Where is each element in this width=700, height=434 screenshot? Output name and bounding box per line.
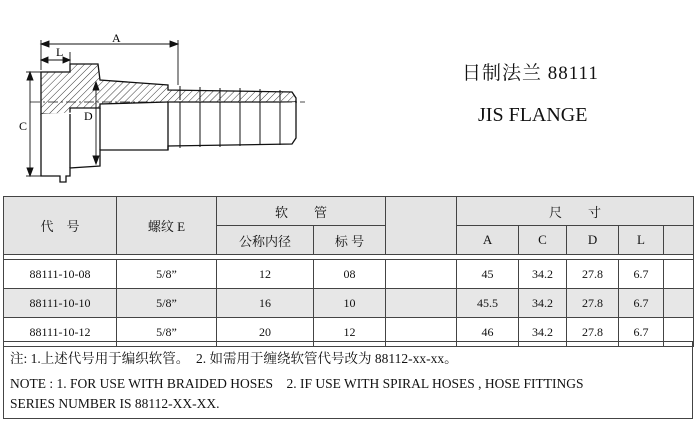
row-thread: 5/8” [117,318,217,347]
header-code: 代 号 [4,197,117,255]
row-blank [386,289,457,318]
header-dim-d: D [567,226,619,255]
row-thread: 5/8” [117,260,217,289]
row-code: 88111-10-08 [4,260,117,289]
row-mark: 08 [314,260,386,289]
table-row [4,260,694,289]
header-dim-c: C [519,226,567,255]
dim-c [26,72,41,176]
row-mark: 12 [314,318,386,347]
row-l: 6.7 [619,260,664,289]
row-mark: 10 [314,289,386,318]
row-blank [386,260,457,289]
row-nominal: 16 [217,289,314,318]
row-l: 6.7 [619,318,664,347]
row-a: 45.5 [457,289,519,318]
row-c: 34.2 [519,289,567,318]
header-hose-mark: 标 号 [314,226,386,255]
header-dim-extra [664,226,694,255]
row-c: 34.2 [519,260,567,289]
row-code: 88111-10-12 [4,318,117,347]
note-english-1: NOTE : 1. FOR USE WITH BRAIDED HOSES 2. IF USE WITH SPIRAL HOSES , HOSE FITTINGS [10,376,584,391]
header-hose: 软 管 [217,197,386,226]
note-chinese: 注: 1.上述代号用于编织软管。 2. 如需用于缠绕软管代号改为 88112-xx-xx。 [10,351,458,366]
table-row [4,289,694,318]
row-code: 88111-10-10 [4,289,117,318]
dim-l-label: L [56,45,64,59]
dim-d-label: D [84,109,93,123]
title-chinese: 日制法兰 88111 [462,63,599,84]
row-a: 45 [457,260,519,289]
row-a: 46 [457,318,519,347]
row-c: 34.2 [519,318,567,347]
row-nominal: 12 [217,260,314,289]
header-hose-nominal: 公称内径 [217,226,314,255]
header-blank [386,197,457,255]
header-thread: 螺纹 E [117,197,217,255]
title-english: JIS FLANGE [478,104,588,126]
note-english-2: SERIES NUMBER IS 88112-XX-XX. [10,396,220,411]
row-l: 6.7 [619,289,664,318]
row-d: 27.8 [567,260,619,289]
row-nominal: 20 [217,318,314,347]
header-dim-a: A [457,226,519,255]
notes-box [3,341,693,419]
row-d: 27.8 [567,318,619,347]
row-d: 27.8 [567,289,619,318]
fitting-outline-lower [41,102,296,182]
dim-c-label: C [19,119,28,133]
spec-table [3,196,694,347]
header-dim-l: L [619,226,664,255]
header-dimensions: 尺 寸 [457,197,694,226]
row-thread: 5/8” [117,289,217,318]
fitting-drawing [0,0,320,195]
dim-a-label: A [112,31,121,45]
